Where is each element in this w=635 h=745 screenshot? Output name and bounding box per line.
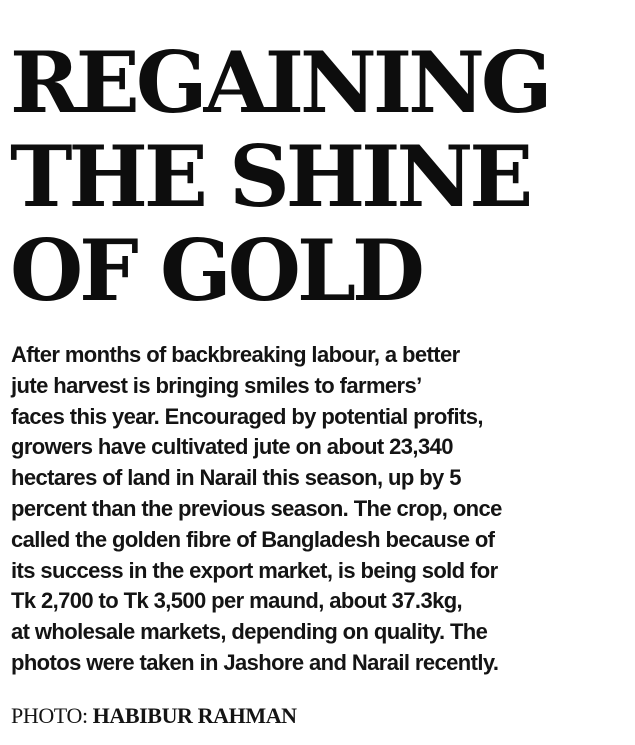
headline [10,33,625,320]
body-line: growers have cultivated jute on about 23,340 [11,434,453,460]
photo-credit [11,702,297,730]
body-line: photos were taken in Jashore and Narail recently. [11,649,499,675]
headline-line: OF GOLD [10,221,421,320]
photo-credit-label: PHOTO: [11,703,88,728]
body-line: its success in the export market, is being sold for [11,557,498,583]
body-line: jute harvest is bringing smiles to farmers’ [11,372,422,398]
body-line: hectares of land in Narail this season, up by 5 [11,465,461,491]
headline-line: REGAINING [10,33,549,132]
photographer-name: HABIBUR RAHMAN [92,703,297,728]
body-line: After months of backbreaking labour, a better [11,342,460,367]
body-line: at wholesale markets, depending on quality. The [11,619,488,645]
body-line: Tk 2,700 to Tk 3,500 per maund, about 37.3kg, [11,588,463,614]
body-line: percent than the previous season. The crop, once [11,495,502,521]
headline-line: THE SHINE [10,127,530,226]
body-line: called the golden fibre of Bangladesh because of [11,526,495,552]
body-line: faces this year. Encouraged by potential profits, [11,403,483,429]
body-paragraph [11,340,625,679]
